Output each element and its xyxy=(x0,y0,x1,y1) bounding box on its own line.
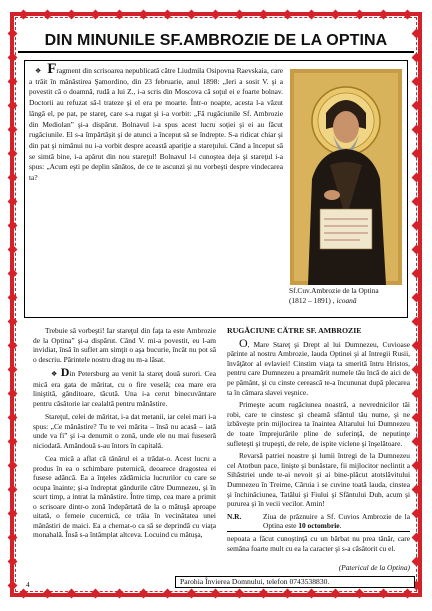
icon-caption xyxy=(289,286,405,305)
page-number: 4 xyxy=(26,580,30,589)
left-paragraph-3: Stareţul, celei de măritat, i-a dat metanii, iar celei mari i-a spus: „Ce mănăstire? Tu te vei mărita – însă nu acasă – iată unde va fi” şi i-a denumit o zonă, unde ele nu mai fuseseră niciodată. Amândouă s-au întors în capitală. xyxy=(33,412,216,450)
prayer-paragraph-1 xyxy=(227,335,410,398)
editor-note-text-1: Ziua de prăznuire a Sf. Cuvios Ambrozie de la Optina este xyxy=(263,511,410,531)
feast-date: 10 octombrie xyxy=(298,521,340,531)
parish-footer: Parohia Învierea Domnului, telefon 0743538830. xyxy=(175,576,415,588)
left-column xyxy=(33,326,216,544)
drop-cap: F xyxy=(47,61,57,77)
prayer-paragraph-2: Primeşte acum rugăciunea noastră, a nevrednicilor tăi robi, care te cinstesc şi cheamă sfântul tău nume, şi ne izbăveşte prin mijlocirea ta înaintea Altarului lui Dumnezeu de toate împrejurările pline de suferinţă, de neputinţe sufleteşti şi trupeşti, de rele, de ispite viclene şi înşelătoare. xyxy=(227,400,410,448)
editor-note-label: N.R. xyxy=(227,511,242,521)
continuation-note: nepoata a făcut cunoştinţă cu un bărbat nu prea tânăr, care semăna foarte mult cu ea la caracter şi s-a căsătorit cu el. xyxy=(227,534,410,553)
left-paragraph-2 xyxy=(33,365,216,408)
diamond-bullet-icon: ❖ xyxy=(51,370,59,378)
icon-caption-main: Sf.Cuv.Ambrozie de la Optina xyxy=(289,286,379,295)
drop-cap: O xyxy=(239,335,248,350)
right-column xyxy=(227,326,410,531)
title-underline xyxy=(18,51,414,53)
left-paragraph-4: Cea mică a aflat că tânărul ei a trădat-o. Acest lucru a produs în ea o schimbare puternică, deoarece dragostea ei fusese adâncă. Ea a înţeles zădărnicia lucrurilor cu care se ocupa înainte; şi-a îndreptat gândurile către Dumnezeu, şi în scurt timp, a intrat la mănăstire. Între timp, cea mare a primit o scrisoare dintr-o zonă îndepărtată de la o mătuşă aproape uitată, o femeie cucernică, ce trăia în vecinătatea unei mănăstiri de maici. Ea a chemat-o ca să se deprindă cu viaţa monahală. Însă s-a întâmplat altceva. Locuind cu mătuşa, xyxy=(33,454,216,539)
icon-caption-type: icoană xyxy=(336,295,357,305)
intro-text-block xyxy=(29,61,283,184)
diamond-bullet-icon: ❖ xyxy=(35,67,42,75)
drop-cap: D xyxy=(60,365,70,379)
intro-box xyxy=(24,60,408,318)
editor-note-end: . xyxy=(339,521,342,531)
icon-caption-years: (1812 – 1891) , xyxy=(289,295,335,305)
saint-icon xyxy=(290,69,402,285)
note-separator xyxy=(227,531,410,532)
saint-icon-painting xyxy=(290,69,402,285)
prayer-paragraph-1-text: , Mare Stareţ şi Drept al lui Dumnezeu, Cuvioase părinte al nostru Ambrozie, lauda Optinei şi al întregii Rusii, învăţător al evlaviei! Cinstim viaţa ta smerită întru Hristos, pentru care Dumnezeu a preamărit numele tău încă de aici de pe pământ, şi cu cinste cerească te-a încununat după plecarea ta în cămara slavei veşnice. xyxy=(227,339,410,397)
page-title: DIN MINUNILE SF.AMBROZIE DE LA OPTINA xyxy=(44,32,388,49)
intro-text: ragment din scrisoarea nepublicată către Liudmila Osipovna Raevskaia, care a trăit în mănăstirea Şamordino, din 23 februarie, anul 1898: „Ieri a sosit V. şi a povestit că o doamnă, rudă a lui Z., i-a scris din Moscova că soţul ei e foarte bolnav. Doctorii au refuzat să-l trateze şi el era pe moarte. Într-o noapte, acesta l-a văzut lângă el, pe pat, pe stareţ, care s-a rugat şi i-a vorbit: „Fă rugăciunile Sf. Ambrozie din Mediolan” şi-a dispărut. Bolnavul i-a spus acest lucru soţiei şi ei au făcut rugăciunile. El s-a împărtăşit şi de atunci a început să se îndrepte. S-a ridicat chiar şi din pat şi nimănui nu i-a vorbit despre această apariţie a stareţului. Când a început să se simtă bine, i-a apărut din nou stareţul! Bolnavul l-i cunoştea deja şi stareţul i-a spus: „Acum eşti pe deplin sănătos, de ce te ascunzi şi nu vorbeşti despre vindecarea ta? xyxy=(29,66,283,183)
source-citation: (Patericul de la Optina) xyxy=(338,563,410,572)
editor-note xyxy=(227,512,410,531)
editor-note-text xyxy=(263,512,410,531)
prayer-heading: RUGĂCIUNE CĂTRE SF. AMBROZIE xyxy=(227,326,362,335)
left-paragraph-2-text: in Petersburg au venit la stareţ două surori. Cea mică era gata de măritat, cu o fire veselă; cea mare era liniştită, gânditoare, tăcută. Una i-a cerut binecuvântare pentru căsătorie iar cealaltă pentru mănăstire. xyxy=(33,369,216,408)
prayer-paragraph-3: Revarsă patriei noastre şi lumii întregi de la Dumnezeu cel Atotbun pace, linişte şi bunăstare, fii mijlocitor neclintit a Sihăstriei unde te-ai nevoit şi ai bine-plăcut atotslăvitului Dumnezeu în Treime, Căruia i se cuvine toată lauda, cinstea şi închinăciunea, Tatălui şi Fiului şi Sfântului Duh, acum şi pururea şi în vecii vecilor. Amin! xyxy=(227,451,410,509)
left-paragraph-1: Trebuie să vorbeşti! Iar stareţul din faţa ta este Ambrozie de la Optina” şi-a dispărut. Când V. mi-a povestit, eu l-am invidiat, însă în suflet am simţit o aşa bucurie, încât nu pot să o descriu. Părintele nostru drag nu m-a lăsat. xyxy=(33,326,216,364)
